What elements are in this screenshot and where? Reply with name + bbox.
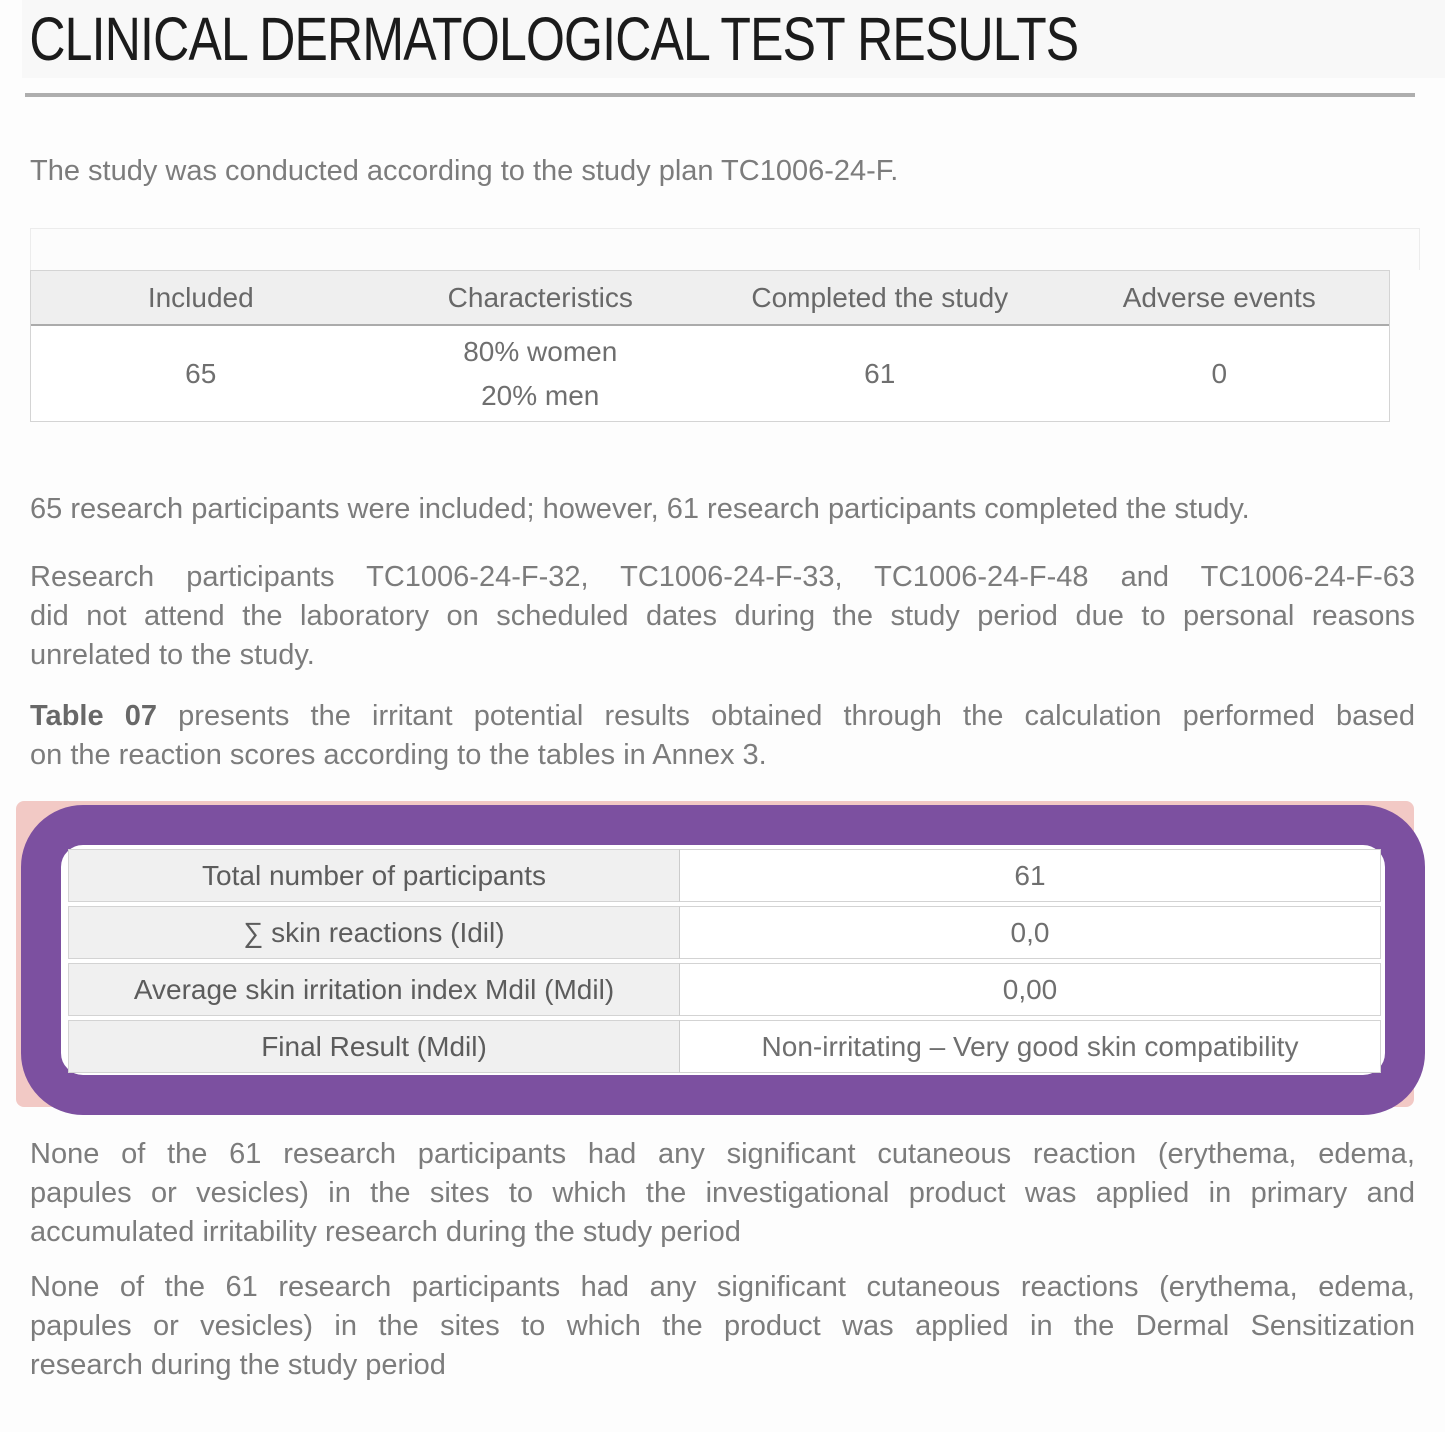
table07-line-1: [30, 697, 1415, 736]
summary-cell-completed: 61: [710, 326, 1050, 421]
completion-text: 65 research participants were included; however, 61 research participants completed the study.: [30, 493, 1250, 525]
summary-header-included: Included: [31, 271, 371, 326]
results-label-final-result: Final Result (Mdil): [68, 1020, 680, 1073]
results-value-average-index: 0,00: [680, 963, 1381, 1016]
summary-table-top-strip: [30, 228, 1420, 270]
characteristics-men: 20% men: [481, 379, 600, 411]
title-band: [22, 0, 1445, 78]
summary-header-adverse: Adverse events: [1050, 271, 1390, 326]
completion-paragraph: [30, 490, 1415, 529]
intro-text: The study was conducted according to the study plan TC1006-24-F.: [30, 155, 899, 187]
page-title: CLINICAL DERMATOLOGICAL TEST RESULTS: [29, 5, 1079, 73]
dropouts-paragraph: [30, 558, 1415, 675]
primary-line-3: accumulated irritability research during the study period: [30, 1216, 741, 1248]
title-divider: [25, 93, 1415, 97]
characteristics-women: 80% women: [463, 335, 618, 367]
primary-line-1: None of the 61 research participants had any significant cutaneous reaction (erythema, edema,: [30, 1138, 1415, 1170]
table07-paragraph: [30, 697, 1415, 775]
results-value-total-participants: 61: [680, 849, 1381, 902]
table07-bold-label: Table 07: [30, 700, 157, 732]
dropouts-line-1: Research participants TC1006-24-F-32, TC1006-24-F-33, TC1006-24-F-48 and TC1006-24-F-63: [30, 561, 1415, 593]
results-value-final-result: Non-irritating – Very good skin compatibility: [680, 1020, 1381, 1073]
summary-header-characteristics: Characteristics: [371, 271, 711, 326]
results-label-skin-reactions: ∑ skin reactions (Idil): [68, 906, 680, 959]
results-label-average-index: Average skin irritation index Mdil (Mdil): [68, 963, 680, 1016]
dermal-line-3: research during the study period: [30, 1349, 446, 1381]
results-label-total-participants: Total number of participants: [68, 849, 680, 902]
summary-table: [30, 270, 1390, 422]
dropouts-line-2: did not attend the laboratory on scheduled dates during the study period due to personal reasons: [30, 600, 1415, 632]
primary-irritability-paragraph: [30, 1135, 1415, 1252]
summary-header-completed: Completed the study: [710, 271, 1050, 326]
summary-cell-characteristics: [371, 326, 711, 421]
summary-cell-adverse: 0: [1050, 326, 1390, 421]
dermal-sensitization-paragraph: [30, 1268, 1415, 1385]
dermal-line-1: None of the 61 research participants had any significant cutaneous reactions (erythema, edema,: [30, 1271, 1415, 1303]
table07-line-1-rest: presents the irritant potential results obtained through the calculation performed based: [178, 700, 1415, 732]
table07-line-2: on the reaction scores according to the tables in Annex 3.: [30, 739, 767, 771]
results-table: [68, 849, 1381, 1073]
dropouts-line-3: unrelated to the study.: [30, 639, 315, 671]
intro-paragraph: [30, 152, 1415, 191]
results-value-skin-reactions: 0,0: [680, 906, 1381, 959]
dermal-line-2: papules or vesicles) in the sites to which the product was applied in the Dermal Sensitization: [30, 1310, 1415, 1342]
primary-line-2: papules or vesicles) in the sites to which the investigational product was applied in primary and: [30, 1177, 1415, 1209]
summary-cell-included: 65: [31, 326, 371, 421]
